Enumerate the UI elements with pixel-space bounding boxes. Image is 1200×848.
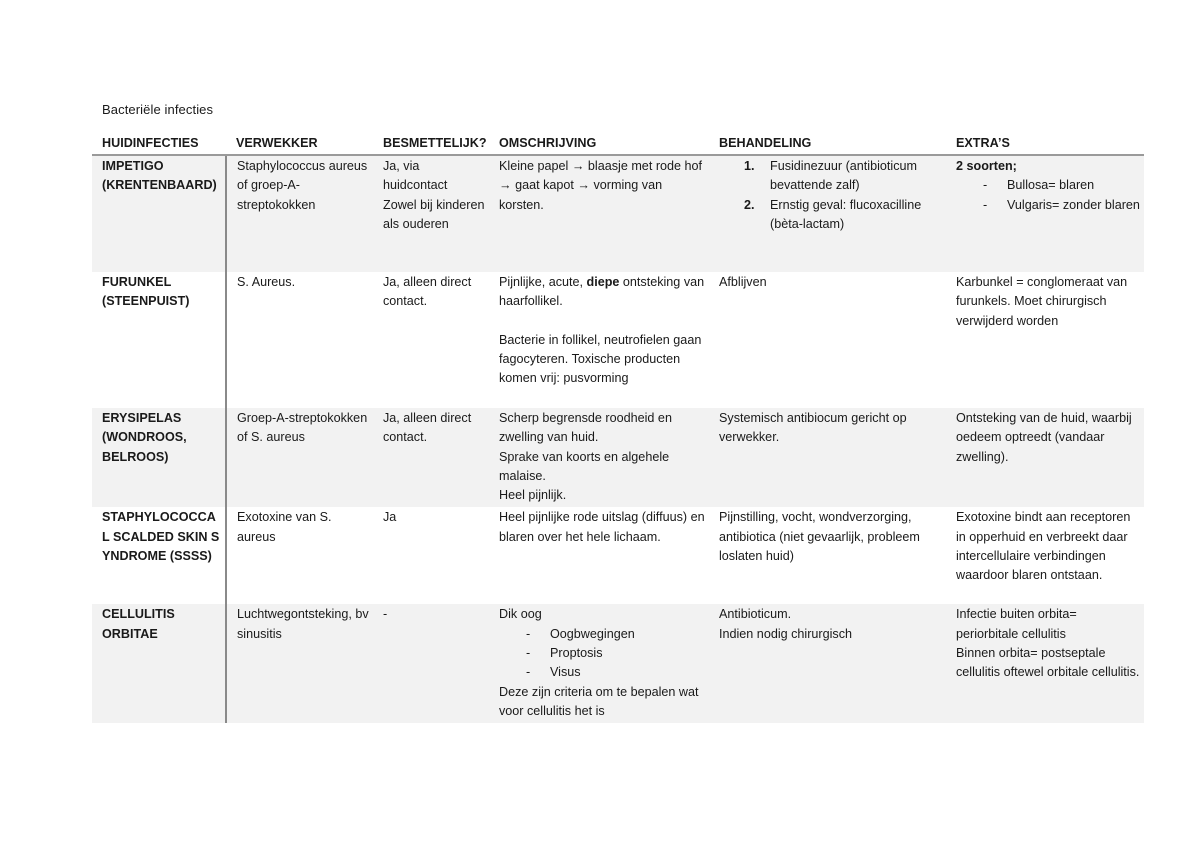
extras-line: Binnen orbita= postseptale cellulitis oftewel orbitale cellulitis. <box>956 646 1140 680</box>
cell-besmettelijk: Ja, alleen direct contact. <box>373 408 489 507</box>
table-row <box>92 408 1144 507</box>
list-item <box>956 196 1140 215</box>
cell-besmettelijk: Ja <box>383 510 397 525</box>
cell-verwekker: S. Aureus. <box>237 275 296 289</box>
list-marker: - <box>983 178 988 193</box>
list-item <box>719 196 942 235</box>
omschrijving-line: Sprake van koorts en algehele malaise. <box>499 449 670 483</box>
cell-behandeling: Pijnstilling, vocht, wondverzorging, antibiotica (niet gevaarlijk, probleem loslaten huid) <box>719 510 920 564</box>
criteria-list <box>499 625 705 683</box>
list-item-text: Fusidinezuur (antibioticum bevattende zalf) <box>770 159 917 193</box>
list-item <box>499 644 705 663</box>
list-marker: - <box>526 665 531 680</box>
omschrijving-paragraph: Bacterie in follikel, neutrofielen gaan fagocyteren. Toxische producten komen vrij: pusvorming <box>499 332 702 386</box>
behandeling-line: Indien nodig chirurgisch <box>719 626 853 641</box>
treatment-list <box>719 157 942 234</box>
omschrijving-intro: Dik oog <box>499 607 542 622</box>
cell-verwekker: Groep-A-streptokokken of S. aureus <box>226 408 373 507</box>
cell-behandeling <box>709 604 946 723</box>
blank-line <box>499 312 705 331</box>
text-span: Pijnlijke, acute, <box>499 275 587 289</box>
cell-infection-name: IMPETIGO (KRENTENBAARD) <box>92 155 226 272</box>
omschrijving-line: Scherp begrensde roodheid en zwelling van huid. <box>499 411 672 445</box>
list-item-text: Vulgaris= zonder blaren <box>1007 197 1140 212</box>
list-item-text: Oogbwegingen <box>550 626 635 641</box>
cell-omschrijving <box>489 604 709 723</box>
cell-infection-name: STAPHYLOCOCCAL SCALDED SKIN SYNDROME (SSSS) <box>92 507 226 604</box>
list-marker: - <box>526 626 531 641</box>
besmettelijk-line: Ja, via huidcontact <box>383 159 448 193</box>
cell-omschrijving: Heel pijnlijke rode uitslag (diffuus) en blaren over het hele lichaam. <box>499 510 705 544</box>
extras-list <box>956 176 1140 215</box>
cell-omschrijving <box>489 408 709 507</box>
cell-extras: Ontsteking van de huid, waarbij oedeem optreedt (vandaar zwelling). <box>946 408 1144 507</box>
list-item <box>499 663 705 682</box>
cell-extras <box>946 155 1144 272</box>
cell-infection-name: FURUNKEL (STEENPUIST) <box>92 272 226 408</box>
list-marker: - <box>983 197 988 212</box>
list-item <box>719 157 942 196</box>
list-item-text: Proptosis <box>550 646 603 661</box>
table-header-row <box>92 132 1144 155</box>
header-behandeling: BEHANDELING <box>709 132 946 155</box>
besmettelijk-line: Zowel bij kinderen als ouderen <box>383 197 485 231</box>
cell-besmettelijk <box>373 155 489 272</box>
cell-verwekker: Luchtwegontsteking, bv sinusitis <box>226 604 373 723</box>
table-row <box>92 507 1144 604</box>
header-omschrijving: OMSCHRIJVING <box>489 132 709 155</box>
table-row <box>92 155 1144 272</box>
cell-extras: Exotoxine bindt aan receptoren in opperhuid en verbreekt daar intercellulaire verbindingen waardoor blaren ontstaan. <box>956 510 1131 583</box>
list-item-text: Ernstig geval: flucoxacilline (bèta-lactam) <box>770 197 922 231</box>
extras-intro: 2 soorten; <box>956 159 1017 173</box>
behandeling-line: Antibioticum. <box>719 607 792 622</box>
cell-behandeling: Afblijven <box>719 275 767 289</box>
cell-infection-name: ERYSIPELAS (WONDROOS, BELROOS) <box>92 408 226 507</box>
cell-omschrijving <box>489 272 709 408</box>
list-item <box>956 176 1140 195</box>
cell-omschrijving: Kleine papel → blaasje met rode hof → gaat kapot → vorming van korsten. <box>489 155 709 272</box>
header-huidinfecties: HUIDINFECTIES <box>92 132 226 155</box>
header-verwekker: VERWEKKER <box>226 132 373 155</box>
table-row <box>92 604 1144 723</box>
cell-verwekker: Staphylococcus aureus of groep-A-streptokokken <box>226 155 373 272</box>
cell-besmettelijk: Ja, alleen direct contact. <box>383 275 472 309</box>
cell-behandeling <box>709 155 946 272</box>
list-item-text: Bullosa= blaren <box>1007 178 1095 193</box>
omschrijving-paragraph <box>499 273 705 312</box>
list-marker: - <box>526 646 531 661</box>
infections-table <box>92 132 1144 723</box>
cell-extras <box>946 604 1144 723</box>
list-item <box>499 625 705 644</box>
extras-line: Infectie buiten orbita= periorbitale cellulitis <box>956 607 1077 641</box>
list-marker: 1. <box>744 159 755 173</box>
page-title: Bacteriële infecties <box>102 102 214 117</box>
list-item-text: Visus <box>550 665 581 680</box>
cell-behandeling: Systemisch antibiocum gericht op verwekker. <box>709 408 946 507</box>
cell-extras: Karbunkel = conglomeraat van furunkels. Moet chirurgisch verwijderd worden <box>956 275 1128 328</box>
table-row <box>92 272 1144 408</box>
header-besmettelijk: BESMETTELIJK? <box>373 132 489 155</box>
omschrijving-outro: Deze zijn criteria om te bepalen wat voor cellulitis het is <box>499 684 699 718</box>
cell-infection-name: CELLULITIS ORBITAE <box>92 604 226 723</box>
cell-besmettelijk: - <box>373 604 489 723</box>
omschrijving-line: Heel pijnlijk. <box>499 488 567 503</box>
header-extras: EXTRA’S <box>946 132 1144 155</box>
text-span: ontsteking van haarfollikel. <box>499 275 705 309</box>
list-marker: 2. <box>744 197 755 212</box>
cell-verwekker: Exotoxine van S. aureus <box>237 510 332 544</box>
bold-text: diepe <box>586 275 620 289</box>
